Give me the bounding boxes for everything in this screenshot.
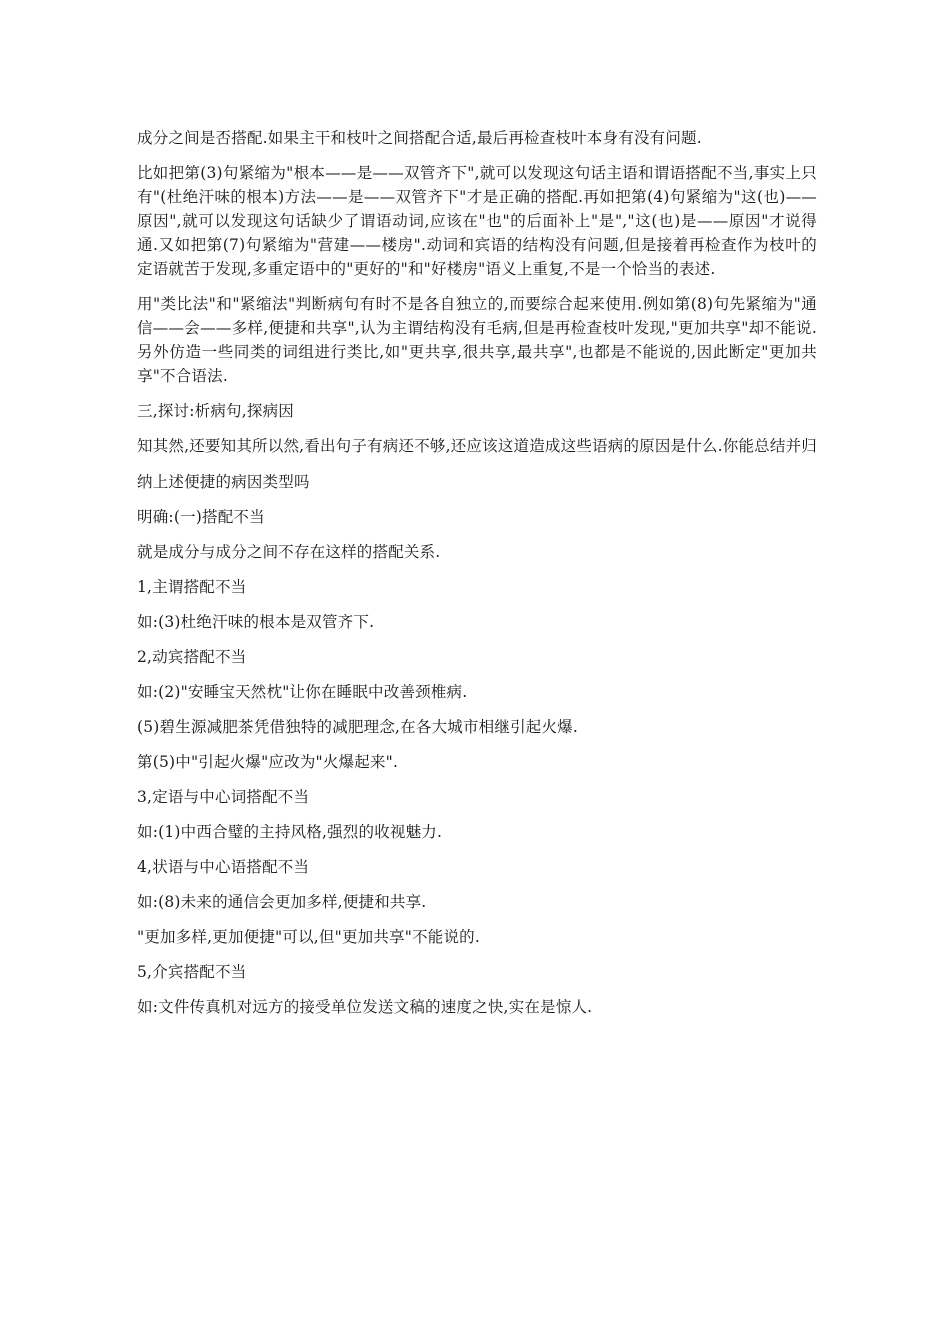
definition-mismatch: 就是成分与成分之间不存在这样的搭配关系. [137, 543, 441, 561]
item-attributive-head: 3,定语与中心词搭配不当 [137, 788, 310, 806]
note-verb-object: 第(5)中"引起火爆"应改为"火爆起来". [137, 753, 399, 771]
paragraph-intro: 成分之间是否搭配.如果主干和枝叶之间搭配合适,最后再检查枝叶本身有没有问题. [137, 129, 702, 147]
example-adverbial-head: 如:(8)未来的通信会更加多样,便捷和共享. [137, 893, 427, 911]
paragraph-contraction-examples: 比如把第(3)句紧缩为"根本——是——双管齐下",就可以发现这句话主语和谓语搭配不当,事实上只有"(杜绝汗味的根本)方法——是——双管齐下"才是正确的搭配.再如把第(4)句紧缩为"这(也)——原因",就可以发现这句话缺少了谓语动词,应该在"也"的后面补上"是","这(也)是——原因"才说得通.又如把第(7)句紧缩为"营建——楼房".动词和宾语的结构没有问题,但是接着再检查作为枝叶的定语就苦于发现,多重定语中的"更好的"和"好楼房"语义上重复,不是一个恰当的表述. [137, 164, 817, 278]
paragraph-combined-methods: 用"类比法"和"紧缩法"判断病句有时不是各自独立的,而要综合起来使用.例如第(8)句先紧缩为"通信——会——多样,便捷和共享",认为主谓结构没有毛病,但是再检查枝叶发现,"更加共享"却不能说.另外仿造一些同类的词组进行类比,如"更共享,很共享,最共享",也都是不能说的,因此断定"更加共享"不合语法. [137, 295, 817, 385]
note-adverbial-head: "更加多样,更加便捷"可以,但"更加共享"不能说的. [137, 928, 480, 946]
example-preposition-object: 如:文件传真机对远方的接受单位发送文稿的速度之快,实在是惊人. [137, 998, 593, 1016]
item-verb-object: 2,动宾搭配不当 [137, 648, 247, 666]
example-attributive-head: 如:(1)中西合璧的主持风格,强烈的收视魅力. [137, 823, 443, 841]
item-adverbial-head: 4,状语与中心语搭配不当 [137, 858, 310, 876]
example-verb-object-2: (5)碧生源减肥茶凭借独特的减肥理念,在各大城市相继引起火爆. [137, 718, 579, 736]
heading-mismatch: 明确:(一)搭配不当 [137, 508, 265, 526]
document-body [137, 126, 817, 1030]
item-subject-predicate: 1,主谓搭配不当 [137, 578, 247, 596]
example-subject-predicate: 如:(3)杜绝汗味的根本是双管齐下. [137, 613, 375, 631]
example-verb-object-1: 如:(2)"安睡宝天然枕"让你在睡眠中改善颈椎病. [137, 683, 468, 701]
item-preposition-object: 5,介宾搭配不当 [137, 963, 247, 981]
paragraph-question: 知其然,还要知其所以然,看出句子有病还不够,还应该这道造成这些语病的原因是什么.你能总结并归纳上述便捷的病因类型吗 [137, 437, 817, 491]
section-heading-explore: 三,探讨:析病句,探病因 [137, 402, 294, 420]
